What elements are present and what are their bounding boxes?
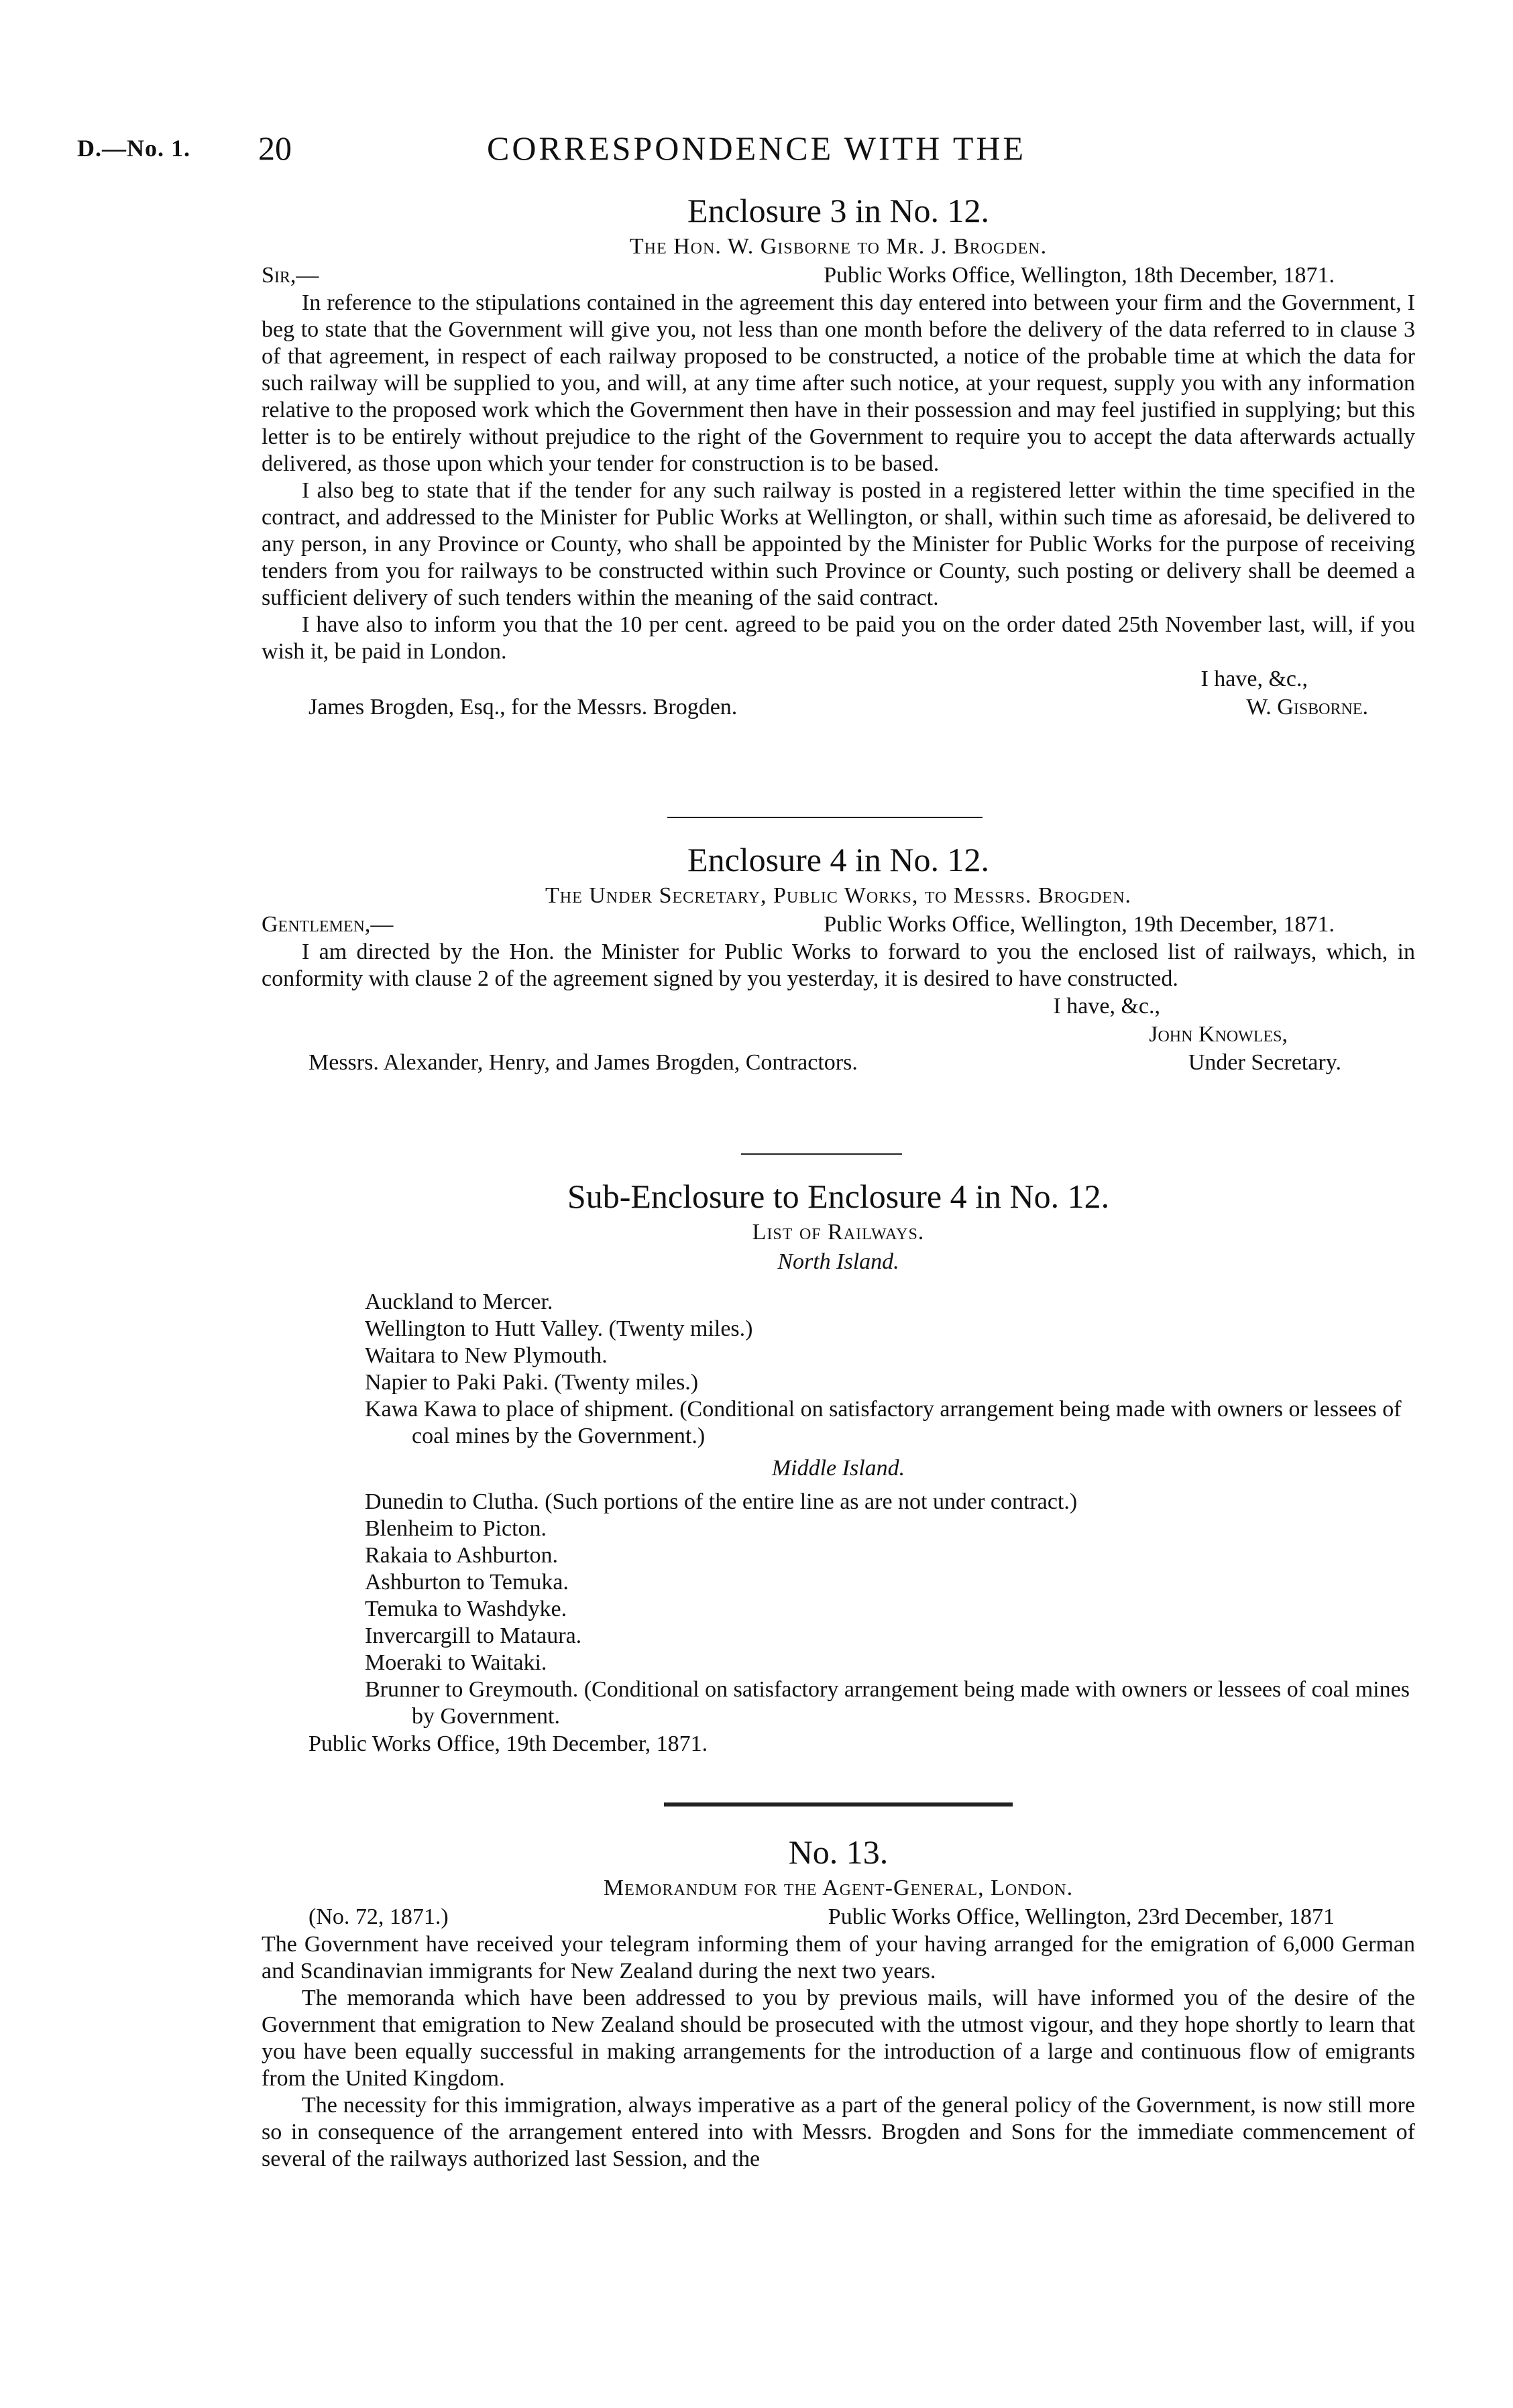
middle-island-heading: Middle Island.	[771, 1456, 905, 1481]
no-13-ref-row	[262, 1903, 1415, 1931]
place-date: Public Works Office, Wellington, 18th December, 1871.	[824, 263, 1335, 288]
paragraph: I am directed by the Hon. the Minister for Public Works to forward to you the enclosed list of railways, which, in conformity with clause 2 of the agreement signed by you yesterday, it is desired to have constructed.	[262, 939, 1415, 991]
no-13-from-to: Memorandum for the Agent-General, London.	[603, 1876, 1074, 1900]
sub-enclosure-footer: Public Works Office, 19th December, 1871.	[309, 1731, 708, 1756]
enclosure-3-title: Enclosure 3 in No. 12.	[687, 192, 989, 229]
enclosure-4-salutation-row	[262, 911, 1415, 939]
closing: I have, &c.,	[1200, 667, 1308, 691]
paragraph: The memoranda which have been addressed to you by previous mails, will have informed you of the desire of the Government that emigration to New Zealand should be prosecuted with the utmost vigour, and they hope shortly to learn that you have been equally successful in making arrangements for the introduction of a large and continuous flow of emigrants from the United Kingdom.	[262, 1986, 1415, 2091]
running-title: CORRESPONDENCE WITH THE	[486, 129, 1027, 167]
list-item: Invercargill to Mataura.	[365, 1623, 582, 1648]
enclosure-4	[262, 838, 1415, 1077]
list-item: Temuka to Washdyke.	[365, 1597, 567, 1621]
sub-enclosure-subtitle: List of Railways.	[752, 1220, 925, 1245]
north-island-heading: North Island.	[777, 1249, 899, 1274]
list-item: Rakaia to Ashburton.	[365, 1543, 559, 1568]
list-item: Dunedin to Clutha. (Such portions of the entire line as are not under contract.)	[365, 1489, 1078, 1514]
page-number: 20	[258, 129, 292, 167]
signature: John Knowles,	[1149, 1022, 1288, 1047]
list-item: Waitara to New Plymouth.	[365, 1343, 608, 1368]
enclosure-3-addressee-row	[262, 693, 1415, 722]
sub-enclosure-title: Sub-Enclosure to Enclosure 4 in No. 12.	[567, 1178, 1110, 1215]
signature: W. Gisborne.	[1246, 695, 1368, 720]
place-date: Public Works Office, Wellington, 19th December, 1871.	[824, 912, 1335, 937]
addressee: Messrs. Alexander, Henry, and James Brogden, Contractors.	[309, 1050, 858, 1075]
salutation: Gentlemen,—	[262, 912, 394, 937]
paragraph: The Government have received your telegram informing them of your having arranged for the emigration of 6,000 German and Scandinavian immigrants for New Zealand during the next two years.	[262, 1932, 1415, 1984]
list-item: Napier to Paki Paki. (Twenty miles.)	[365, 1370, 699, 1395]
list-item: Wellington to Hutt Valley. (Twenty miles.)	[365, 1316, 753, 1341]
divider	[741, 1153, 902, 1155]
middle-island-list	[365, 1489, 1415, 1730]
no-13-title: No. 13.	[788, 1833, 889, 1871]
salutation: Sir,—	[262, 263, 319, 288]
paragraph: In reference to the stipulations contained in the agreement this day entered into between your firm and the Government, I beg to state that the Government will give you, not less than one month before the delivery of the data referred to in clause 3 of that agreement, in respect of each railway proposed to be constructed, a notice of the probable time at which the data for such railway will be supplied to you, and will, at any time after such notice, at your request, supply you with any information relative to the proposed work which the Government then have in their possession and may feel justified in supplying; but this letter is to be entirely without prejudice to the right of the Government to require you to accept the data afterwards actually delivered, as those upon which your tender for construction is to be based.	[262, 290, 1415, 476]
document-reference: D.—No. 1.	[77, 135, 190, 162]
list-item: Moeraki to Waitaki.	[365, 1650, 547, 1675]
closing: I have, &c.,	[1053, 994, 1160, 1019]
enclosure-4-addressee-row	[262, 1049, 1415, 1077]
sub-enclosure	[262, 1175, 1415, 1758]
enclosure-3-from-to: The Hon. W. Gisborne to Mr. J. Brogden.	[629, 234, 1048, 259]
list-item: Blenheim to Picton.	[365, 1516, 547, 1541]
north-island-list	[365, 1289, 1415, 1450]
no-13	[262, 1831, 1415, 2173]
paragraph: I have also to inform you that the 10 per cent. agreed to be paid you on the order dated 25th November last, will, if you wish it, be paid in London.	[262, 612, 1415, 664]
enclosure-3-salutation-row	[262, 262, 1415, 290]
signature-title: Under Secretary.	[1188, 1050, 1341, 1075]
enclosure-3	[262, 189, 1415, 722]
reference-number: (No. 72, 1871.)	[309, 1904, 449, 1929]
list-item: Ashburton to Temuka.	[365, 1570, 569, 1595]
paragraph: I also beg to state that if the tender for any such railway is posted in a registered letter within the time specified in the contract, and addressed to the Minister for Public Works at Wellington, or shall, within such time as aforesaid, be delivered to any person, in any Province or County, who shall be appointed by the Minister for Public Works for the purpose of receiving tenders from you for railways to be constructed within such Province or County, such posting or delivery shall be deemed a sufficient delivery of such tenders within the meaning of the said contract.	[262, 478, 1415, 610]
list-item: Brunner to Greymouth. (Conditional on satisfactory arrangement being made with owners or lessees of coal mines by Government.	[365, 1677, 1410, 1729]
divider	[667, 817, 983, 818]
enclosure-4-title: Enclosure 4 in No. 12.	[687, 841, 989, 878]
list-item: Auckland to Mercer.	[365, 1289, 553, 1314]
addressee: James Brogden, Esq., for the Messrs. Brogden.	[309, 695, 738, 720]
enclosure-4-from-to: The Under Secretary, Public Works, to Messrs. Brogden.	[545, 883, 1132, 908]
list-item: Kawa Kawa to place of shipment. (Conditional on satisfactory arrangement being made with owners or lessees of coal mines by the Government.)	[365, 1397, 1402, 1448]
section-divider	[664, 1802, 1013, 1807]
place-date: Public Works Office, Wellington, 23rd December, 1871	[828, 1904, 1335, 1929]
paragraph: The necessity for this immigration, always imperative as a part of the general policy of the Government, is now still more so in consequence of the arrangement entered into with Messrs. Brogden and Sons for the immediate commencement of several of the railways authorized last Session, and the	[262, 2093, 1415, 2171]
